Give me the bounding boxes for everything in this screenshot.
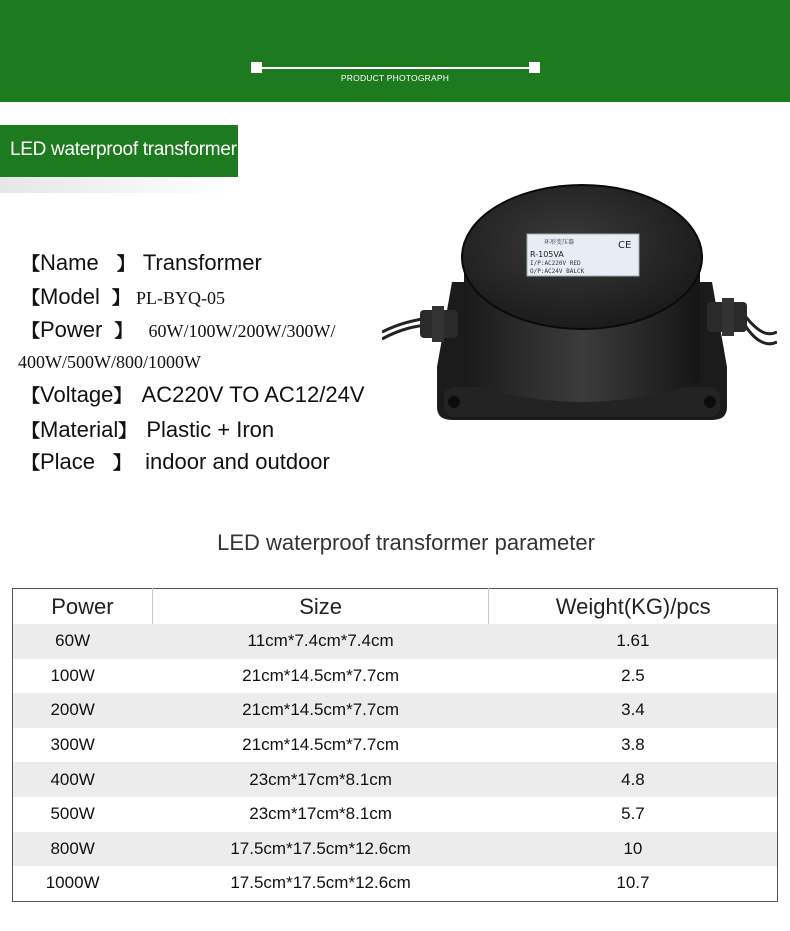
spec-model-value: PL-BYQ-05 (136, 288, 226, 308)
cell-power: 60W (13, 624, 153, 659)
spec-power-label: Power (40, 317, 103, 342)
cell-weight: 3.4 (489, 693, 778, 728)
label-ce-mark: CE (618, 240, 632, 251)
section-tab-title: LED waterproof transformer (10, 139, 237, 160)
cell-weight: 3.8 (621, 735, 645, 755)
table-row (13, 659, 778, 694)
parameter-title: LED waterproof transformer parameter (217, 530, 595, 555)
cell-weight: 10 (489, 832, 778, 867)
table-row (13, 693, 778, 728)
spec-power-value: 60W/100W/200W/300W/ (148, 321, 336, 341)
cable-gland-right (707, 298, 747, 336)
label-model: R-105VA (530, 250, 564, 259)
cell-power: 200W (13, 693, 153, 728)
cell-power: 1000W (45, 873, 100, 893)
section-tab (0, 125, 238, 177)
banner-divider-line (258, 67, 534, 69)
spec-material-label: Material (40, 417, 119, 442)
banner-caption: PRODUCT PHOTOGRAPH (340, 73, 450, 83)
spec-name-label: Name (40, 250, 99, 275)
parameter-table (12, 588, 778, 902)
cell-power: 100W (50, 665, 95, 685)
header-power: Power (13, 589, 153, 625)
cell-weight: 2.5 (621, 665, 645, 685)
header-size: Size (152, 589, 489, 625)
cell-size: 17.5cm*17.5cm*12.6cm (230, 873, 411, 893)
cell-power: 300W (50, 735, 95, 755)
label-output: O/P:AC24V BALCK (530, 268, 585, 275)
product-label (527, 234, 639, 276)
spec-place-label: Place (40, 449, 96, 474)
cell-size: 17.5cm*17.5cm*12.6cm (152, 832, 489, 867)
cell-size: 23cm*17cm*8.1cm (249, 804, 392, 824)
cell-power: 500W (50, 804, 95, 824)
cell-power: 800W (13, 832, 153, 867)
spec-name: 【Name 】 Transformer (22, 250, 262, 275)
table-row (13, 797, 778, 832)
cell-size: 11cm*7.4cm*7.4cm (152, 624, 489, 659)
spec-place-value: indoor and outdoor (145, 449, 330, 474)
banner-right-square (529, 62, 540, 73)
spec-voltage: 【Voltage】 AC220V TO AC12/24V (22, 382, 365, 407)
cell-size: 21cm*14.5cm*7.7cm (242, 665, 399, 685)
cell-weight: 4.8 (489, 762, 778, 797)
table-row (13, 762, 778, 797)
spec-model: 【Model 】 PL-BYQ-05 (22, 284, 226, 309)
cell-weight: 1.61 (489, 624, 778, 659)
section-tab-shadow (0, 177, 238, 193)
spec-voltage-label: Voltage (40, 382, 114, 407)
label-title: 环形变压器 (544, 239, 575, 246)
spec-model-label: Model (40, 284, 100, 309)
spec-power-value-continued: 400W/500W/800/1000W (18, 352, 201, 372)
spec-material-value: Plastic + Iron (146, 417, 275, 442)
spec-power: 【Power 】 60W/100W/200W/300W/ (22, 317, 336, 342)
header-weight: Weight(KG)/pcs (489, 589, 778, 625)
cable-gland-left (420, 306, 458, 342)
table-row (13, 866, 778, 901)
header-banner (0, 0, 790, 102)
spec-place: 【Place 】 indoor and outdoor (22, 449, 330, 474)
table-header-row (13, 589, 778, 625)
spec-name-value: Transformer (142, 250, 262, 275)
label-input: I/P:AC220V RED (530, 260, 581, 267)
spec-voltage-value: AC220V TO AC12/24V (141, 382, 365, 407)
table-row (13, 832, 778, 867)
cell-size: 21cm*14.5cm*7.7cm (152, 693, 489, 728)
cell-power: 400W (13, 762, 153, 797)
spec-material: 【Material】 Plastic + Iron (22, 417, 275, 442)
cell-weight: 10.7 (616, 873, 650, 893)
table-row (13, 728, 778, 763)
cell-weight: 5.7 (621, 804, 645, 824)
cell-size: 23cm*17cm*8.1cm (152, 762, 489, 797)
product-photo (382, 182, 777, 457)
cell-size: 21cm*14.5cm*7.7cm (242, 735, 399, 755)
table-row (13, 624, 778, 659)
